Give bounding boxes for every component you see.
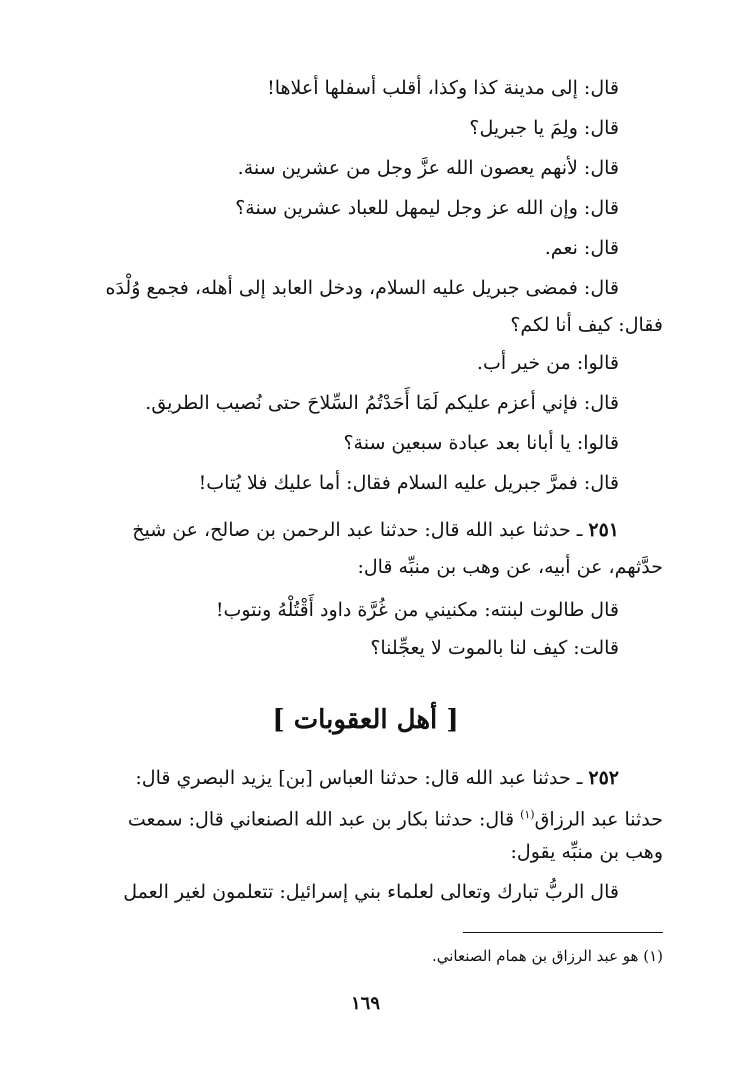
speaker-label: قالوا: (576, 432, 619, 454)
hadith-252-line (128, 803, 663, 831)
hadith-text: ـ حدثنا عبد الله قال: حدثنا عبد الرحمن بن صالح، عن شيخ (132, 519, 583, 541)
speaker-label: قال: (583, 157, 619, 179)
dialogue-text: إلى مدينة كذا وكذا، أقلب أسفلها أعلاها! (267, 77, 578, 99)
hadith-number: ٢٥٢ (588, 767, 619, 789)
hadith-text: قالت: كيف لنا بالموت لا يعجِّلنا؟ (370, 637, 619, 659)
dialogue-text: لأنهم يعصون الله عزَّ وجل من عشرين سنة. (237, 157, 578, 179)
dialogue-line (343, 431, 619, 455)
hadith-text: ـ حدثنا عبد الله قال: حدثنا العباس [بن] يزيد البصري قال: (135, 767, 583, 789)
dialogue-text: فإني أعزم عليكم لَمَا أَحَدْتُمُ السِّلاحَ حتى نُصيب الطريق. (145, 392, 578, 414)
dialogue-line (235, 196, 619, 220)
dialogue-line (477, 351, 619, 375)
hadith-text: قال طالوت لبنته: مكنيني من غُرَّة داود أَقْتُلْهُ ونتوب! (215, 599, 619, 621)
dialogue-line (469, 116, 619, 140)
speaker-label: قال: (583, 117, 619, 139)
dialogue-text: كيف أنا لكم؟ (510, 314, 613, 336)
dialogue-line (199, 471, 619, 495)
hadith-text: حدَّثهم، عن أبيه، عن وهب بن منبِّه قال: (357, 556, 663, 578)
dialogue-text: وإن الله عز وجل ليمهل للعباد عشرين سنة؟ (235, 197, 578, 219)
footnote: (١) هو عبد الرزاق بن همام الصنعاني. (431, 947, 663, 965)
speaker-label: قال: (583, 197, 619, 219)
dialogue-text: يا أبانا بعد عبادة سبعين سنة؟ (343, 432, 571, 454)
speaker-label: قال: (583, 77, 619, 99)
dialogue-line (545, 236, 619, 260)
hadith-text: قال: حدثنا بكار بن عبد الله الصنعاني قال: سمعت (127, 808, 521, 831)
dialogue-line (267, 76, 619, 100)
speaker-label: قالوا: (576, 352, 619, 374)
footnote-ref[interactable]: (١) (520, 808, 535, 821)
hadith-text: قال الربُّ تبارك وتعالى لعلماء بني إسرائيل: تتعلمون لغير العمل (123, 881, 619, 903)
dialogue-text: ولِمَ يا جبريل؟ (469, 117, 578, 139)
speaker-label: فقال: (618, 314, 663, 336)
speaker-label: قال: (583, 392, 619, 414)
section-heading: [ أهل العقوبات ] (272, 705, 459, 735)
dialogue-text: نعم. (544, 237, 578, 259)
dialogue-text: من خير أب. (476, 352, 571, 374)
hadith-251-quote (216, 598, 619, 622)
dialogue-line (145, 391, 619, 415)
hadith-number: ٢٥١ (588, 519, 619, 541)
dialogue-line (106, 276, 620, 300)
hadith-text: وهب بن منبِّه يقول: (510, 841, 663, 863)
hadith-251-line (132, 518, 619, 542)
speaker-label: قال: (583, 472, 619, 494)
hadith-text: حدثنا عبد الرزاق (534, 808, 663, 831)
dialogue-text: فمضى جبريل عليه السلام، ودخل العابد إلى أهله، فجمع وُلْدَه (105, 277, 578, 299)
dialogue-line (510, 313, 663, 337)
dialogue-line (238, 156, 619, 180)
hadith-251-quote (370, 636, 619, 660)
hadith-252-line (511, 840, 663, 864)
speaker-label: قال: (583, 277, 619, 299)
hadith-251-line (357, 555, 663, 579)
speaker-label: قال: (583, 237, 619, 259)
hadith-252-line (135, 766, 619, 790)
hadith-252-line (123, 880, 619, 904)
page-number: ١٦٩ (350, 993, 380, 1014)
dialogue-text: فمرَّ جبريل عليه السلام فقال: أما عليك فلا يُتاب! (198, 472, 578, 494)
footnote-divider (463, 932, 663, 933)
